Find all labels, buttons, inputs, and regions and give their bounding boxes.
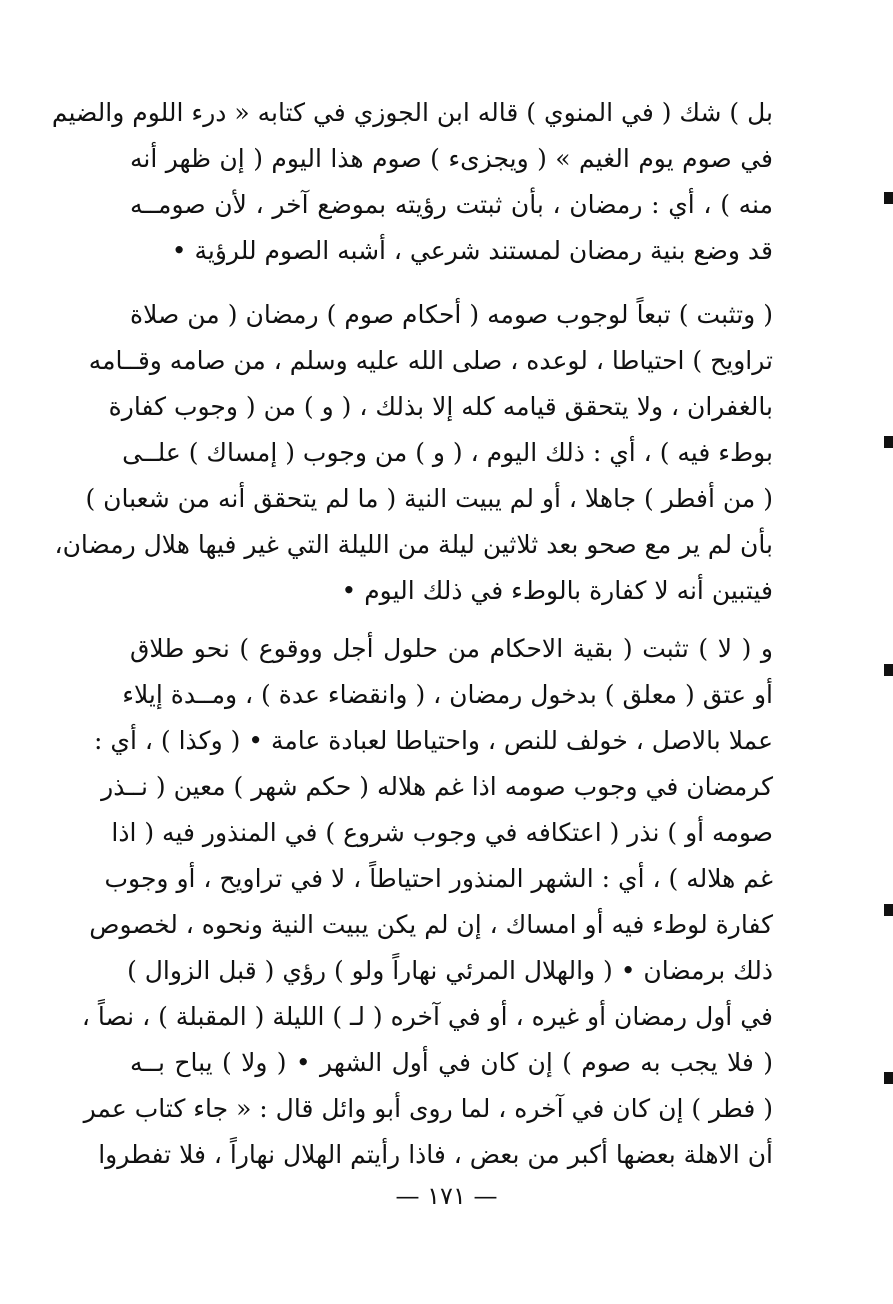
text-line: أن الاهلة بعضها أكبر من بعض ، فاذا رأيتم الهلال نهاراً ، فلا تفطروا <box>98 1140 773 1169</box>
text-line: ذلك برمضان • ( والهلال المرئي نهاراً ولو ) رؤي ( قبل الزوال ) <box>127 956 773 985</box>
text-line: في أول رمضان أو غيره ، أو في آخره ( لـ ) الليلة ( المقبلة ) ، نصاً ، <box>81 1002 773 1031</box>
text-line: غم هلاله ) ، أي : الشهر المنذور احتياطاً ، لا في تراويح ، أو وجوب <box>104 864 773 893</box>
text-line: كفارة لوطء فيه أو امساك ، إن لم يكن يبيت النية ونحوه ، لخصوص <box>89 910 773 939</box>
page-number: — ١٧١ — <box>395 1182 498 1210</box>
text-line: ( من أفطر ) جاهلا ، أو لم يبيت النية ( ما لم يتحقق أنه من شعبان ) <box>85 484 773 513</box>
edge-mark <box>884 904 893 916</box>
text-line: ( فلا يجب به صوم ) إن كان في أول الشهر • ( ولا ) يباح بــه <box>130 1048 773 1077</box>
text-line: منه ) ، أي : رمضان ، بأن ثبتت رؤيته بموضع آخر ، لأن صومــه <box>130 190 773 219</box>
text-line: بل ) شك ( في المنوي ) قاله ابن الجوزي في كتابه « درء اللوم والضيم <box>51 98 773 127</box>
text-line: ( فطر ) إن كان في آخره ، لما روى أبو وائل قال : « جاء كتاب عمر <box>83 1094 773 1123</box>
text-line: و ( لا ) تثبت ( بقية الاحكام من حلول أجل ووقوع ) نحو طلاق <box>130 634 773 663</box>
edge-mark <box>884 1072 893 1084</box>
paragraph-3 <box>81 626 773 1178</box>
text-line: تراويح ) احتياطا ، لوعده ، صلى الله عليه وسلم ، من صامه وقــامه <box>88 346 773 375</box>
text-line: بأن لم ير مع صحو بعد ثلاثين ليلة من الليلة التي غير فيها هلال رمضان، <box>54 530 773 559</box>
text-line: كرمضان في وجوب صومه اذا غم هلاله ( حكم شهر ) معين ( نــذر <box>101 772 773 801</box>
edge-mark <box>884 436 893 448</box>
text-line: ( وتثبت ) تبعاً لوجوب صومه ( أحكام صوم ) رمضان ( من صلاة <box>130 300 773 329</box>
text-line: بالغفران ، ولا يتحقق قيامه كله إلا بذلك ، ( و ) من ( وجوب كفارة <box>108 392 773 421</box>
text-line: أو عتق ( معلق ) بدخول رمضان ، ( وانقضاء عدة ) ، ومــدة إيلاء <box>122 680 773 709</box>
text-line: صومه أو ) نذر ( اعتكافه في وجوب شروع ) في المنذور فيه ( اذا <box>111 818 773 847</box>
text-line: فيتبين أنه لا كفارة بالوطء في ذلك اليوم • <box>341 576 773 605</box>
text-line: بوطء فيه ) ، أي : ذلك اليوم ، ( و ) من وجوب ( إمساك ) علــى <box>122 438 773 467</box>
edge-mark <box>884 664 893 676</box>
text-line: عملا بالاصل ، خولف للنص ، واحتياطا لعبادة عامة • ( وكذا ) ، أي : <box>94 726 773 755</box>
text-line: في صوم يوم الغيم » ( ويجزىء ) صوم هذا اليوم ( إن ظهر أنه <box>130 144 773 173</box>
paragraph-1 <box>51 90 773 274</box>
paragraph-2 <box>54 292 773 614</box>
text-line: قد وضع بنية رمضان لمستند شرعي ، أشبه الصوم للرؤية • <box>171 236 773 265</box>
edge-mark <box>884 192 893 204</box>
